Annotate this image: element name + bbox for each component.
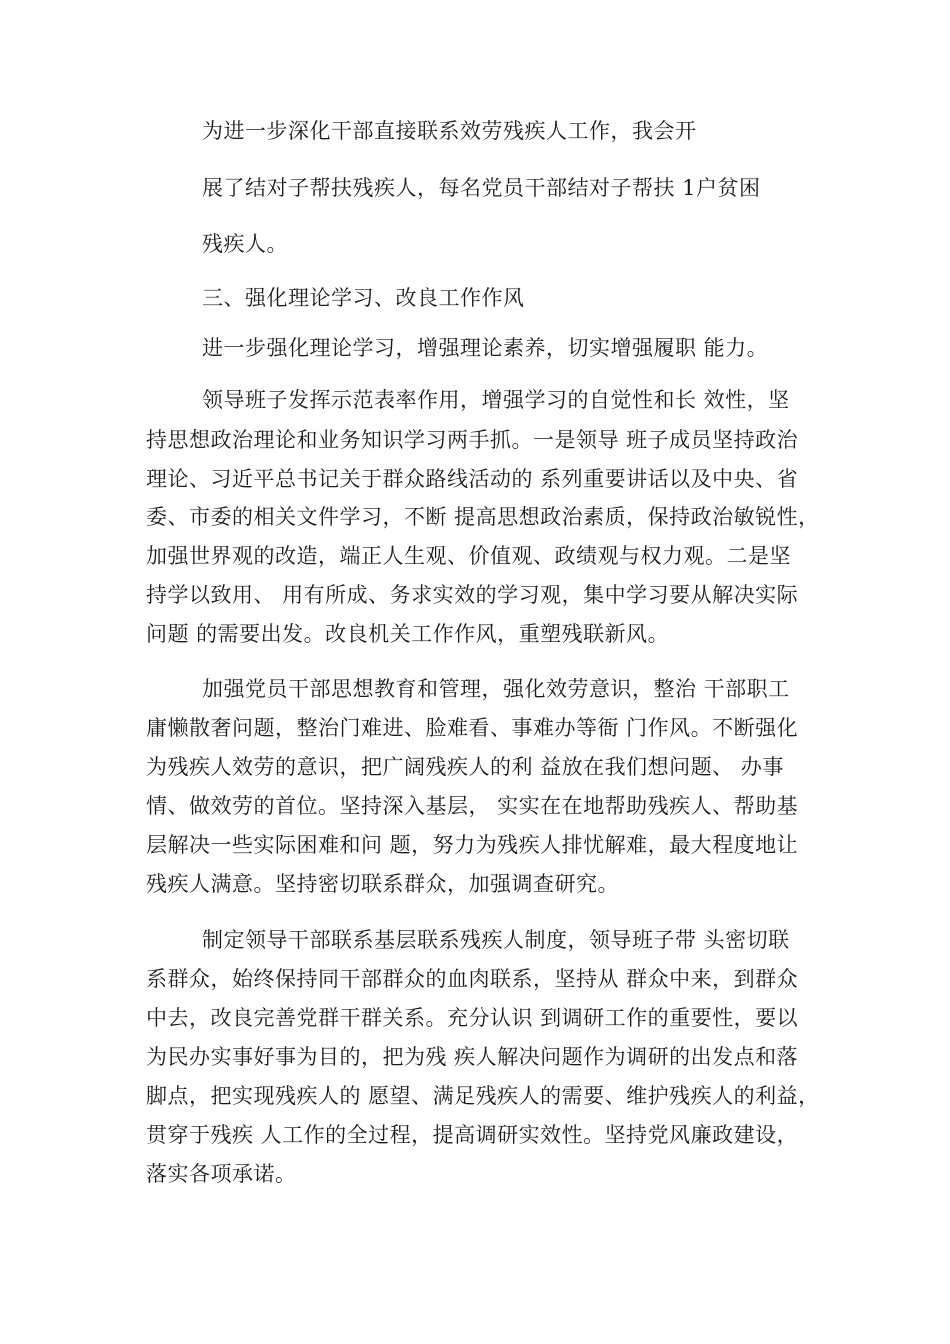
para1-line3: 残疾人。 [202,232,288,256]
para5-line4: 为民办实事好事为目的，把为残 疾人解决问题作为调研的出发点和落 [146,1045,799,1069]
para5-line1: 制定领导干部联系基层联系残疾人制度，领导班子带 头密切联 [202,928,790,952]
para3-line1: 领导班子发挥示范表率作用，增强学习的自觉性和长 效性，坚 [202,388,790,412]
para3-line3: 理论、习近平总书记关于群众路线活动的 系列重要讲话以及中央、省 [146,467,799,491]
section-heading: 三、强化理论学习、改良工作作风 [202,286,525,310]
para5-line6: 贯穿于残疾 人工作的全过程，提高调研实效性。坚持党风廉政建设， [146,1123,799,1147]
para4-line5: 层解决一些实际困难和问 题，努力为残疾人排忧解难，最大程度地让 [146,833,799,857]
para4-line6: 残疾人满意。坚持密切联系群众，加强调查研究。 [146,872,619,896]
para3-line7: 问题 的需要出发。改良机关工作作风，重塑残联新风。 [146,622,670,646]
para3-line2: 持思想政治理论和业务知识学习两手抓。一是领导 班子成员坚持政治 [146,428,799,452]
para4-line3: 为残疾人效劳的意识，把广阔残疾人的利 益放在我们想问题、 办事 [146,755,784,779]
para1-line2: 展了结对子帮扶残疾人，每名党员干部结对子帮扶 1户贫困 [202,176,761,200]
para5-line5: 脚点，把实现残疾人的 愿望、满足残疾人的需要、维护残疾人的利益， [146,1084,820,1108]
para5-line7: 落实各项承诺。 [146,1162,297,1186]
para4-line1: 加强党员干部思想教育和管理，强化效劳意识，整治 干部职工 [202,677,790,701]
para5-line3: 中去，改良完善党群干群关系。充分认识 到调研工作的重要性，要以 [146,1006,799,1030]
para4-line2: 庸懒散奢问题，整治门难进、脸难看、事难办等衙 门作风。不断强化 [146,716,799,740]
para3-line5: 加强世界观的改造，端正人生观、价值观、政绩观与权力观。二是坚 [146,544,791,568]
para4-line4: 情、做效劳的首位。坚持深入基层， 实实在在地帮助残疾人、帮助基 [146,794,799,818]
para3-line6: 持学以致用、 用有所成、务求实效的学习观，集中学习要从解决实际 [146,583,799,607]
para2-line1: 进一步强化理论学习，增强理论素养，切实增强履职 能力。 [202,336,769,360]
para5-line2: 系群众，始终保持同干部群众的血肉联系，坚持从 群众中来，到群众 [146,967,799,991]
para3-line4: 委、市委的相关文件学习，不断 提高思想政治素质，保持政治敏锐性， [146,505,820,529]
para1-line1: 为进一步深化干部直接联系效劳残疾人工作，我会开 [202,119,697,143]
